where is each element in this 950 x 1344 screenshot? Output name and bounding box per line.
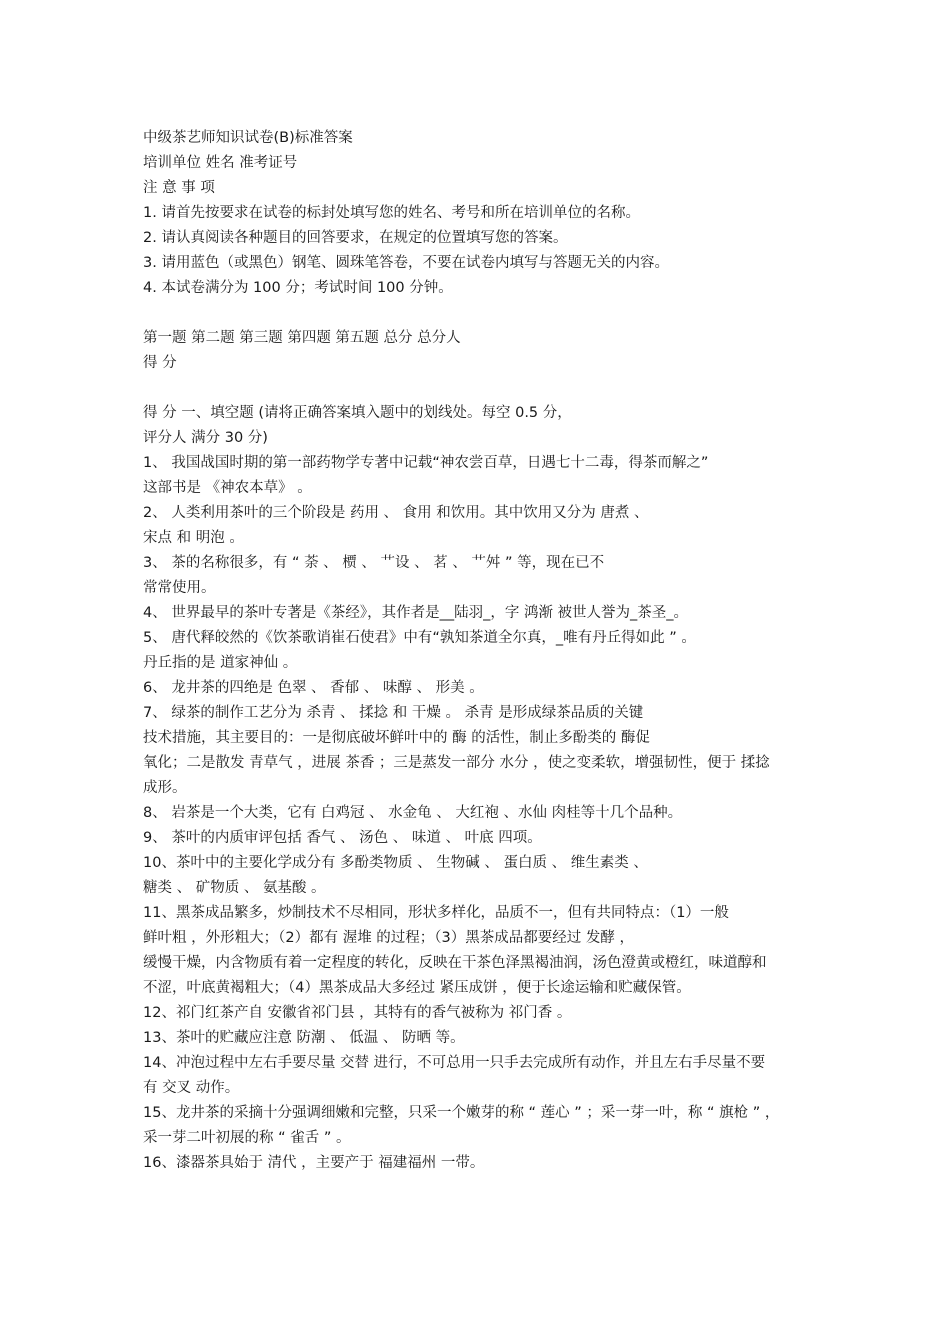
question-line: 7、 绿茶的制作工艺分为 杀青 、 揉捻 和 干燥 。 杀青 是形成绿茶品质的关键 — [143, 705, 644, 721]
score-table-header: 第一题 第二题 第三题 第四题 第五题 总分 总分人 — [143, 330, 461, 346]
question-line: 2、 人类利用茶叶的三个阶段是 药用 、 食用 和饮用。其中饮用又分为 唐煮 、 — [143, 505, 649, 521]
question-line: 6、 龙井茶的四绝是 色翠 、 香郁 、 味醇 、 形美 。 — [143, 680, 484, 696]
question-line: 1、 我国战国时期的第一部药物学专著中记载“神农尝百草，日遇七十二毒，得茶而解之” — [143, 455, 709, 471]
question-line: 10、茶叶中的主要化学成分有 多酚类物质 、 生物碱 、 蛋白质 、 维生素类 、 — [143, 855, 648, 871]
notice-item: 2. 请认真阅读各种题目的回答要求，在规定的位置填写您的答案。 — [143, 230, 568, 246]
notice-item: 1. 请首先按要求在试卷的标封处填写您的姓名、考号和所在培训单位的名称。 — [143, 205, 640, 221]
header-fields: 培训单位 姓名 准考证号 — [143, 155, 298, 171]
question-line: 常常使用。 — [143, 580, 216, 596]
question-line: 这部书是 《神农本草》 。 — [143, 480, 312, 496]
section-header: 评分人 满分 30 分) — [143, 430, 268, 446]
question-line: 宋点 和 明泡 。 — [143, 530, 244, 546]
question-line: 不涩，叶底黄褐粗大；（4）黑茶成品大多经过 紧压成饼 ，便于长途运输和贮藏保管。 — [143, 980, 691, 996]
question-line: 3、 茶的名称很多，有 “ 荼 、 槚 、 艹设 、 茗 、 艹舛 ” 等，现在已不 — [143, 555, 605, 571]
question-line: 13、茶叶的贮藏应注意 防潮 、 低温 、 防晒 等。 — [143, 1030, 465, 1046]
question-line: 15、龙井茶的采摘十分强调细嫩和完整，只采一个嫩芽的称 “ 莲心 ” ；采一芽一叶，称 “ 旗枪 ” ， — [143, 1105, 780, 1121]
question-line: 5、 唐代释皎然的《饮茶歌诮崔石使君》中有“孰知茶道全尔真，_唯有丹丘得如此 ” 。 — [143, 630, 696, 646]
question-line: 9、 茶叶的内质审评包括 香气 、 汤色 、 味道 、 叶底 四项。 — [143, 830, 542, 846]
question-line: 8、 岩茶是一个大类，它有 白鸡冠 、 水金龟 、 大红袍 、水仙 肉桂等十几个品种。 — [143, 805, 683, 821]
question-line: 鲜叶粗 ，外形粗大；（2）都有 渥堆 的过程；（3）黑茶成品都要经过 发酵 ， — [143, 930, 634, 946]
question-line: 11、黑茶成品繁多，炒制技术不尽相同，形状多样化，品质不一，但有共同特点：（1）一般 — [143, 905, 729, 921]
question-line: 丹丘指的是 道家神仙 。 — [143, 655, 298, 671]
question-line: 16、漆器茶具始于 清代 ，主要产于 福建福州 一带。 — [143, 1155, 485, 1171]
question-line: 氧化；二是散发 青草气 ，进展 茶香 ；三是蒸发一部分 水分 ，使之变柔软，增强韧性，便于 揉捻 — [143, 755, 770, 771]
question-line: 采一芽二叶初展的称 “ 雀舌 ” 。 — [143, 1130, 351, 1146]
question-line: 糖类 、 矿物质 、 氨基酸 。 — [143, 880, 326, 896]
question-line: 14、冲泡过程中左右手要尽量 交替 进行，不可总用一只手去完成所有动作，并且左右手尽量不要 — [143, 1055, 766, 1071]
document-title: 中级茶艺师知识试卷(B)标准答案 — [143, 130, 353, 146]
question-line: 有 交叉 动作。 — [143, 1080, 240, 1096]
question-line: 12、祁门红茶产自 安徽省祁门县 ，其特有的香气被称为 祁门香 。 — [143, 1005, 572, 1021]
section-header: 得 分 一、填空题 (请将正确答案填入题中的划线处。每空 0.5 分， — [143, 405, 572, 421]
question-line: 成形。 — [143, 780, 187, 796]
question-line: 缓慢干燥，内含物质有着一定程度的转化，反映在干茶色泽黑褐油润，汤色澄黄或橙红，味道醇和 — [143, 955, 767, 971]
question-line: 4、 世界最早的茶叶专著是《茶经》，其作者是__陆羽_，字 鸿渐 被世人誉为_茶圣_。 — [143, 605, 689, 621]
notice-item: 3. 请用蓝色（或黑色）钢笔、圆珠笔答卷，不要在试卷内填写与答题无关的内容。 — [143, 255, 669, 271]
spacer — [143, 301, 823, 326]
spacer — [143, 376, 823, 401]
question-line: 技术措施，其主要目的：一是彻底破坏鲜叶中的 酶 的活性，制止多酚类的 酶促 — [143, 730, 650, 746]
notice-title: 注 意 事 项 — [143, 180, 215, 196]
notice-item: 4. 本试卷满分为 100 分；考试时间 100 分钟。 — [143, 280, 453, 296]
document-page — [143, 126, 823, 1176]
score-table-row: 得 分 — [143, 355, 177, 371]
